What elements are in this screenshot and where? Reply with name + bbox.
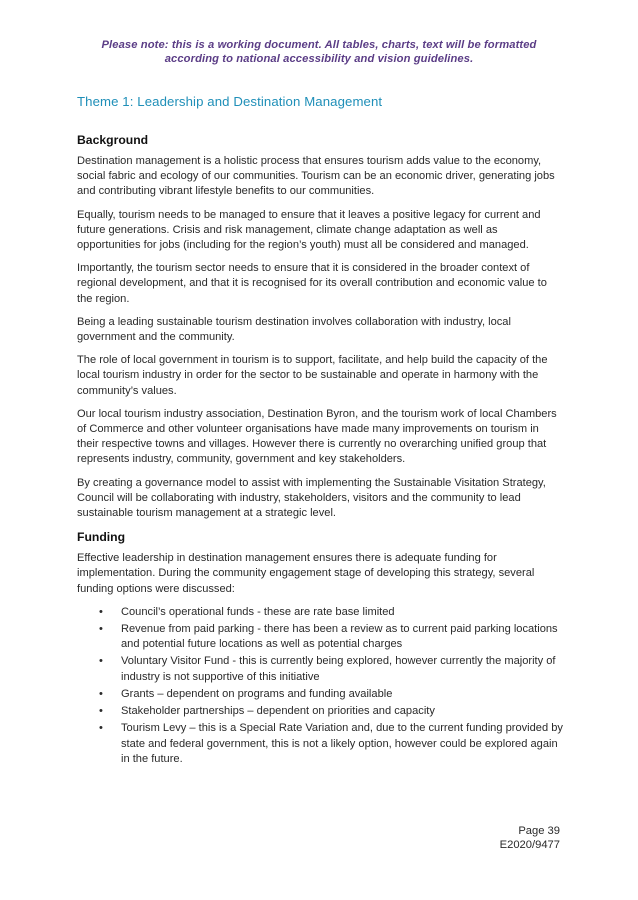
bullet-icon: • <box>99 687 103 700</box>
list-item-text: Revenue from paid parking - there has been a review as to current paid parking locations and potential future locations as well as potential charges <box>121 623 558 651</box>
bullet-icon: • <box>99 705 103 718</box>
page-footer <box>500 824 560 853</box>
list-item-text: Council’s operational funds - these are rate base limited <box>121 605 395 618</box>
list-item-text: Grants – dependent on programs and funding available <box>121 687 393 700</box>
list-item <box>77 721 563 767</box>
bullet-icon: • <box>99 722 103 735</box>
background-paragraph: Our local tourism industry association, Destination Byron, and the tourism work of local Chambers of Commerce and other volunteer organisations have made many improvements on tourism in their respective towns and villages. However there is currently no overarching unified group that represents industry, community, government and key stakeholders. <box>77 407 557 466</box>
list-item-text: Voluntary Visitor Fund - this is currently being explored, however currently the majority of industry is not supportive of this initiative <box>121 655 556 683</box>
background-paragraph: Importantly, the tourism sector needs to ensure that it is considered in the broader context of regional development, and that it is recognised for its overall contribution and economic value to the region. <box>77 262 547 305</box>
note-line-1: Please note: this is a working document. All tables, charts, text will be formatted <box>101 39 537 51</box>
background-paragraph: The role of local government in tourism is to support, facilitate, and help build the capacity of the local tourism industry in order for the sector to be sustainable and operate in harmony with the community’s values. <box>77 354 548 397</box>
list-item-text: Stakeholder partnerships – dependent on priorities and capacity <box>121 705 435 718</box>
funding-options-list <box>77 605 563 767</box>
background-paragraph: Being a leading sustainable tourism destination involves collaboration with industry, local government and the community. <box>77 315 511 344</box>
bullet-icon: • <box>99 623 103 636</box>
background-paragraph: By creating a governance model to assist with implementing the Sustainable Visitation Strategy, Council will be collaborating with industry, stakeholders, visitors and the community to lead sustainable tourism management at a strategic level. <box>77 476 546 520</box>
working-document-note <box>60 38 578 66</box>
theme-title: Theme 1: Leadership and Destination Management <box>77 94 383 109</box>
list-item <box>77 654 563 684</box>
bullet-icon: • <box>99 605 103 618</box>
funding-heading: Funding <box>77 530 126 545</box>
list-item <box>77 622 563 652</box>
list-item <box>77 704 563 719</box>
note-line-2: according to national accessibility and vision guidelines. <box>164 53 474 65</box>
funding-intro: Effective leadership in destination management ensures there is adequate funding for implementation. During the community engagement stage of developing this strategy, several funding options were discussed: <box>77 552 535 595</box>
background-paragraph: Equally, tourism needs to be managed to ensure that it leaves a positive legacy for current and future generations. Crisis and risk management, climate change adaptation as well as opportunities for jobs (including for the region’s youth) must all be considered and managed. <box>77 208 541 252</box>
bullet-icon: • <box>99 655 103 668</box>
main-content <box>77 132 563 769</box>
list-item-text: Tourism Levy – this is a Special Rate Variation and, due to the current funding provided by state and federal government, this is not a likely option, however could be explored again in the future. <box>121 722 563 765</box>
page-number: Page 39 <box>518 825 560 837</box>
list-item <box>77 605 563 620</box>
document-reference: E2020/9477 <box>499 839 560 852</box>
list-item <box>77 687 563 702</box>
background-paragraph: Destination management is a holistic process that ensures tourism adds value to the economy, social fabric and ecology of our communities. Tourism can be an economic driver, generating jobs and contributing vibrant lifestyle benefits to our communities. <box>77 155 555 198</box>
background-heading: Background <box>77 133 149 147</box>
